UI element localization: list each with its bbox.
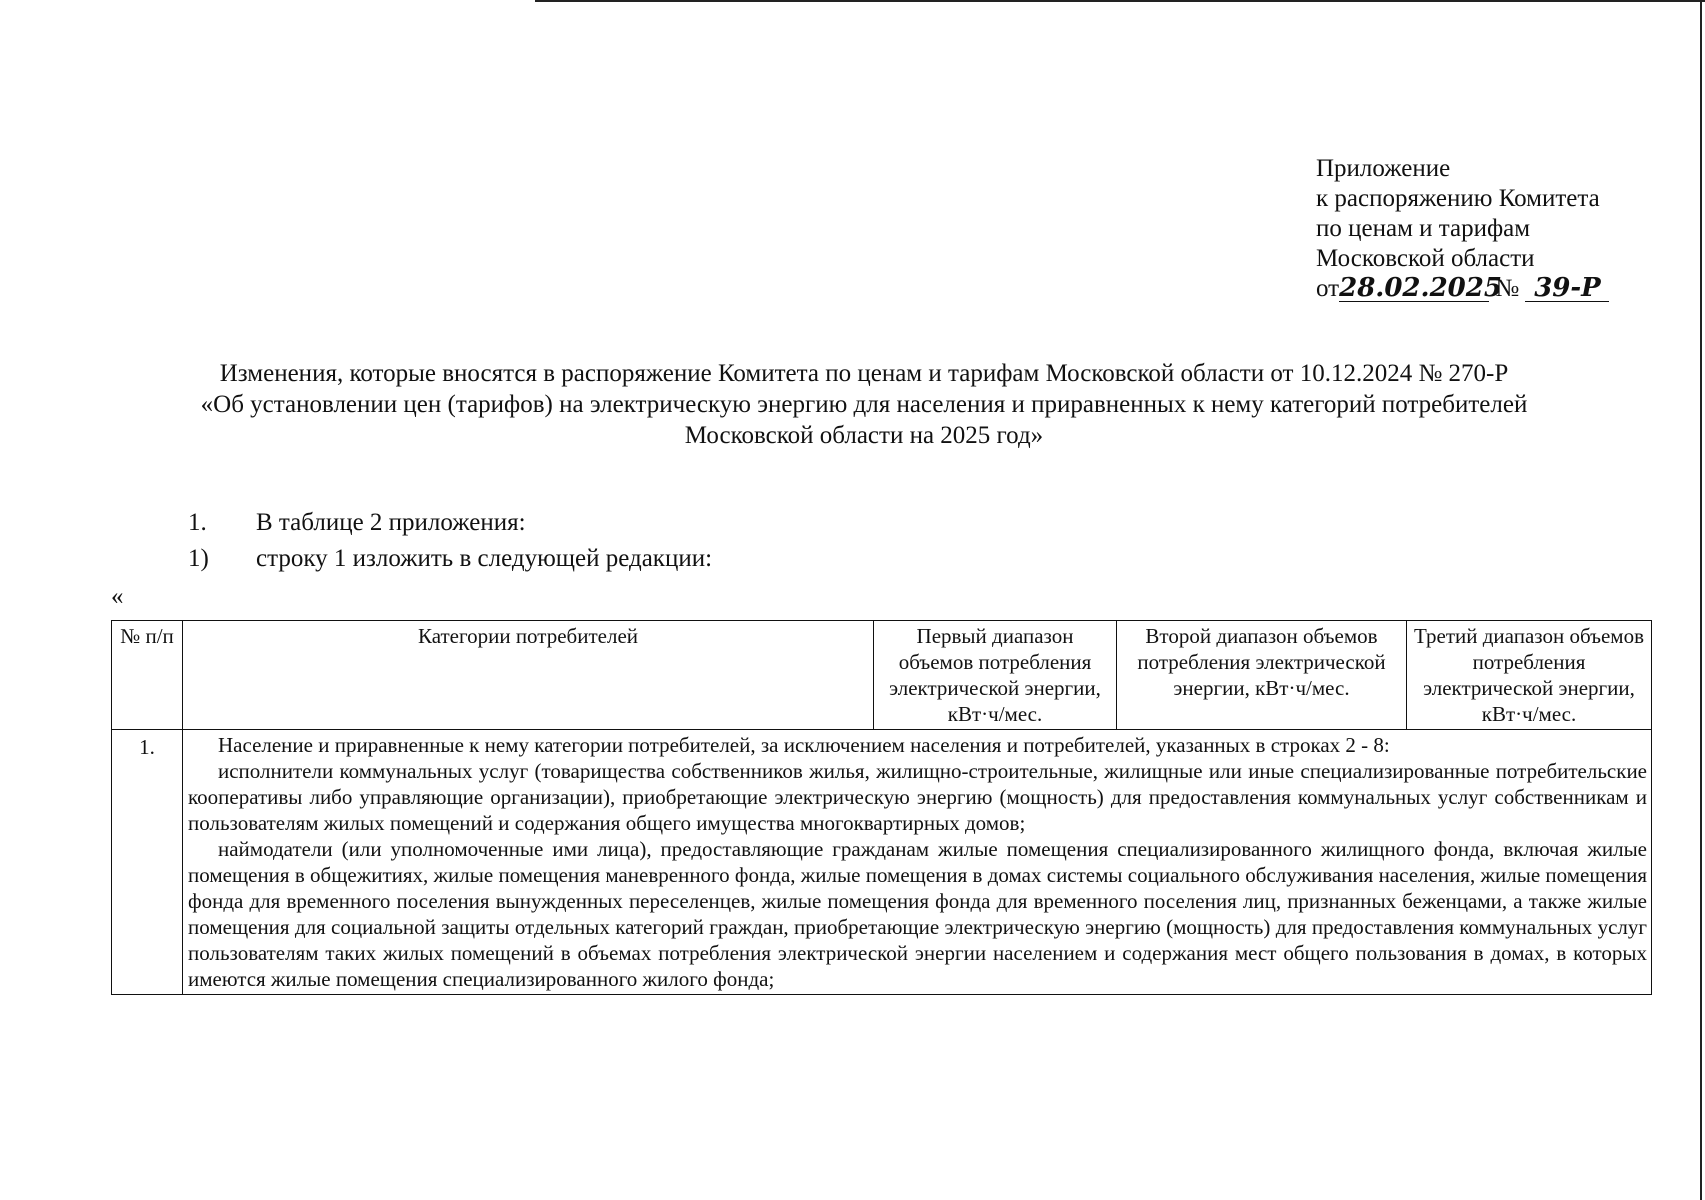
header-range1: Первый диапазон объемов потребления электрической энергии, кВт·ч/мес. [874,621,1117,730]
item-number: 1. [188,509,207,536]
document-title [108,358,1620,451]
row-paragraph: Население и приравненные к нему категории потребителей, за исключением населения и потребителей, указанных в строках 2 - 8: [218,733,1390,757]
annex-line: Приложение [1316,155,1451,182]
title-line: Московской области на 2025 год» [684,422,1044,449]
header-category: Категории потребителей [183,621,874,730]
row-categories [183,730,1652,995]
handwritten-number: 39-Р [1525,275,1609,302]
row-paragraph: наймодатели (или уполномоченные ими лица), предоставляющие гражданам жилые помещения специализированного жилищного фонда, включая жилые помещения в общежитиях, жилые помещения маневренного фонда, жилые помещения в домах системы социального обслуживания населения, жилые помещения фонда для временного поселения вынужденных переселенцев, жилые помещения фонда для временного поселения лиц, признанных беженцами, а также жилые помещения для социальной защиты отдельных категорий граждан, приобретающие электрическую энергию (мощность) для предоставления коммунальных услуг пользователям таких жилых помещений в объемах потребления электрической энергии населением и содержания мест общего пользования в домах, в которых имеются жилые помещения специализированного жилого фонда; [188,837,1647,991]
date-prefix: от [1316,275,1340,302]
row-number: 1. [112,730,183,995]
table-header-row [112,621,1652,730]
handwritten-date: 28.02.2025 [1339,273,1502,303]
open-quote: « [111,583,124,610]
row-paragraph: исполнители коммунальных услуг (товарищества собственников жилья, жилищно-строительные, жилищные или иные специализированные потребительские кооперативы либо управляющие организации), приобретающие электрическую энергию (мощность) для предоставления коммунальных услуг собственникам и пользователям жилых помещений и содержания общего имущества многоквартирных домов; [188,759,1647,835]
item-text: В таблице 2 приложения: [256,509,526,536]
title-line: Изменения, которые вносятся в распоряжение Комитета по ценам и тарифам Московской области от 10.12.2024 № 270-Р [219,360,1509,387]
table-row [112,730,1652,995]
header-num: № п/п [112,621,183,730]
list-item [188,544,712,574]
header-range2: Второй диапазон объемов потребления электрической энергии, кВт·ч/мес. [1117,621,1407,730]
annex-line: по ценам и тарифам [1316,215,1531,242]
item-text: строку 1 изложить в следующей редакции: [256,545,713,572]
header-range3: Третий диапазон объемов потребления электрической энергии, кВт·ч/мес. [1407,621,1652,730]
scan-edge-right [1700,0,1702,1200]
title-line: «Об установлении цен (тарифов) на электрическую энергию для населения и приравненных к нему категорий потребителей [200,391,1528,418]
tariff-table [111,620,1652,995]
annex-line: Московской области [1316,245,1535,272]
annex-block [1316,154,1609,304]
list-item [188,508,526,538]
number-prefix: № [1495,275,1520,302]
annex-line: к распоряжению Комитета [1316,185,1600,212]
annex-date-number [1316,274,1609,304]
item-number: 1) [188,545,209,572]
scan-edge-top [535,0,1705,2]
